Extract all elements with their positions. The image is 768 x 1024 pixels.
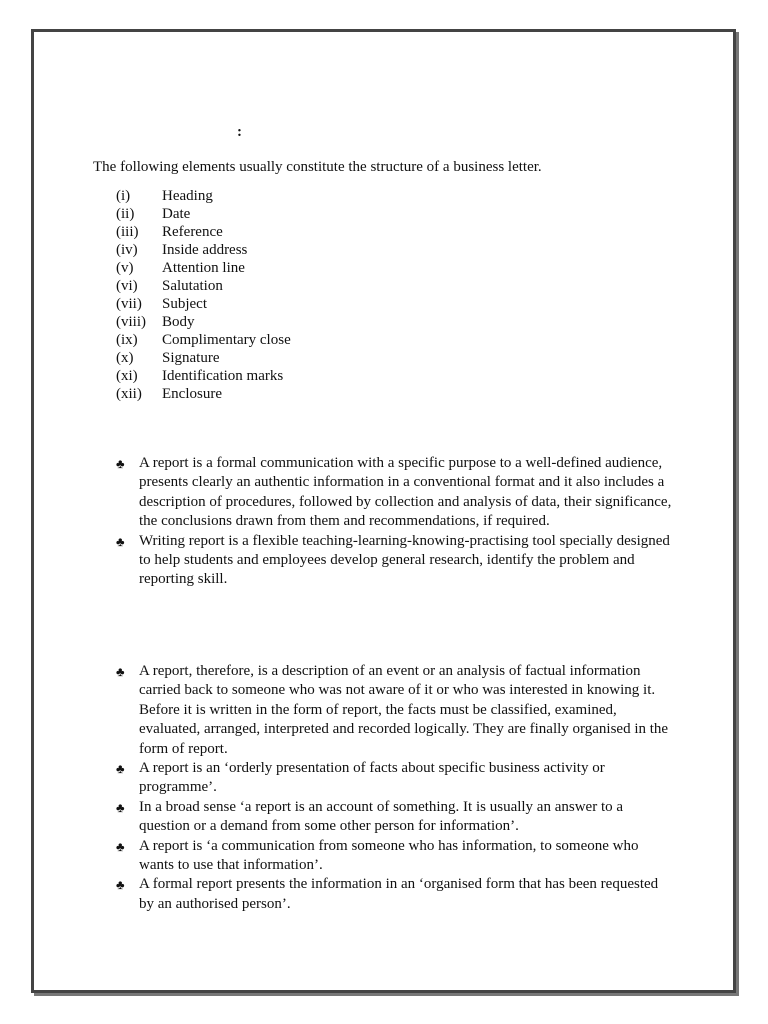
item-number: (vii) (116, 296, 142, 312)
item-label: Attention line (162, 260, 245, 276)
bullet-text: A report, therefore, is a description of an event or an analysis of factual information carried back to someone who was not aware of it or who was interested in knowing it. Before it is written in the form of report, the facts must be classified, examined, evaluated, arranged, interpreted and recorded logically. They are finally organised in the form of report. (139, 663, 669, 757)
list-item (116, 367, 291, 385)
item-number: (iii) (116, 224, 139, 240)
item-number: (vi) (116, 278, 138, 294)
heading-colon: : (237, 124, 242, 140)
item-number: (x) (116, 350, 134, 366)
item-label: Signature (162, 350, 220, 366)
item-label: Body (162, 314, 195, 330)
report-definition-bullets (116, 454, 676, 590)
club-bullet-icon: ♣ (116, 761, 125, 777)
bullet-item (116, 759, 676, 798)
list-item (116, 277, 291, 295)
report-description-bullets (116, 662, 676, 914)
list-item (116, 223, 291, 241)
list-item (116, 295, 291, 313)
item-label: Identification marks (162, 368, 284, 384)
bullet-text: A report is an ‘orderly presentation of facts about specific business activity or programme’. (139, 760, 605, 796)
bullet-text: In a broad sense ‘a report is an account of something. It is usually an answer to a question or a demand from some other person for information’. (139, 798, 624, 835)
club-bullet-icon: ♣ (116, 877, 125, 893)
item-number: (viii) (116, 314, 146, 330)
intro-paragraph: The following elements usually constitute the structure of a business letter. (93, 159, 542, 175)
bullet-item (116, 454, 676, 532)
club-bullet-icon: ♣ (116, 799, 125, 815)
bullet-item (116, 837, 676, 876)
item-label: Subject (162, 296, 207, 312)
item-number: (iv) (116, 242, 138, 258)
bullet-item (116, 662, 676, 759)
item-number: (v) (116, 260, 134, 276)
list-item (116, 259, 291, 277)
club-bullet-icon: ♣ (116, 456, 125, 471)
club-bullet-icon: ♣ (116, 838, 125, 854)
club-bullet-icon: ♣ (116, 664, 125, 679)
item-number: (xi) (116, 368, 138, 384)
list-item (116, 205, 291, 223)
item-number: (ix) (116, 332, 138, 348)
list-item (116, 241, 291, 259)
list-item (116, 187, 291, 205)
list-item (116, 331, 291, 349)
list-item (116, 385, 291, 403)
item-number: (xii) (116, 386, 142, 402)
item-number: (ii) (116, 206, 135, 222)
club-bullet-icon: ♣ (116, 533, 125, 549)
item-number: (i) (116, 188, 131, 204)
item-label: Salutation (162, 278, 223, 294)
item-label: Date (162, 206, 191, 222)
item-label: Inside address (162, 242, 248, 258)
bullet-text: A report is ‘a communication from someone who has information, to someone who wants to use that information’. (139, 837, 639, 874)
bullet-item (116, 875, 676, 914)
item-label: Reference (162, 224, 223, 240)
bullet-item (116, 798, 676, 837)
bullet-item (116, 532, 676, 590)
letter-elements-list (116, 187, 291, 403)
item-label: Enclosure (162, 386, 222, 402)
bullet-text: A formal report presents the information in an ‘organised form that has been requested by an authorised person’. (139, 876, 659, 912)
bullet-text: Writing report is a flexible teaching-learning-knowing-practising tool specially designed to help students and employees develop general research, identify the problem and reporting skill. (139, 532, 670, 588)
item-label: Complimentary close (162, 332, 291, 348)
list-item (116, 313, 291, 331)
list-item (116, 349, 291, 367)
item-label: Heading (162, 188, 213, 204)
bullet-text: A report is a formal communication with a specific purpose to a well-defined audience, presents clearly an authentic information in a conventional format and it also includes a description of procedures, followed by collection and analysis of data, their significance, the conclusions drawn from them and recommendations, if required. (139, 455, 672, 530)
